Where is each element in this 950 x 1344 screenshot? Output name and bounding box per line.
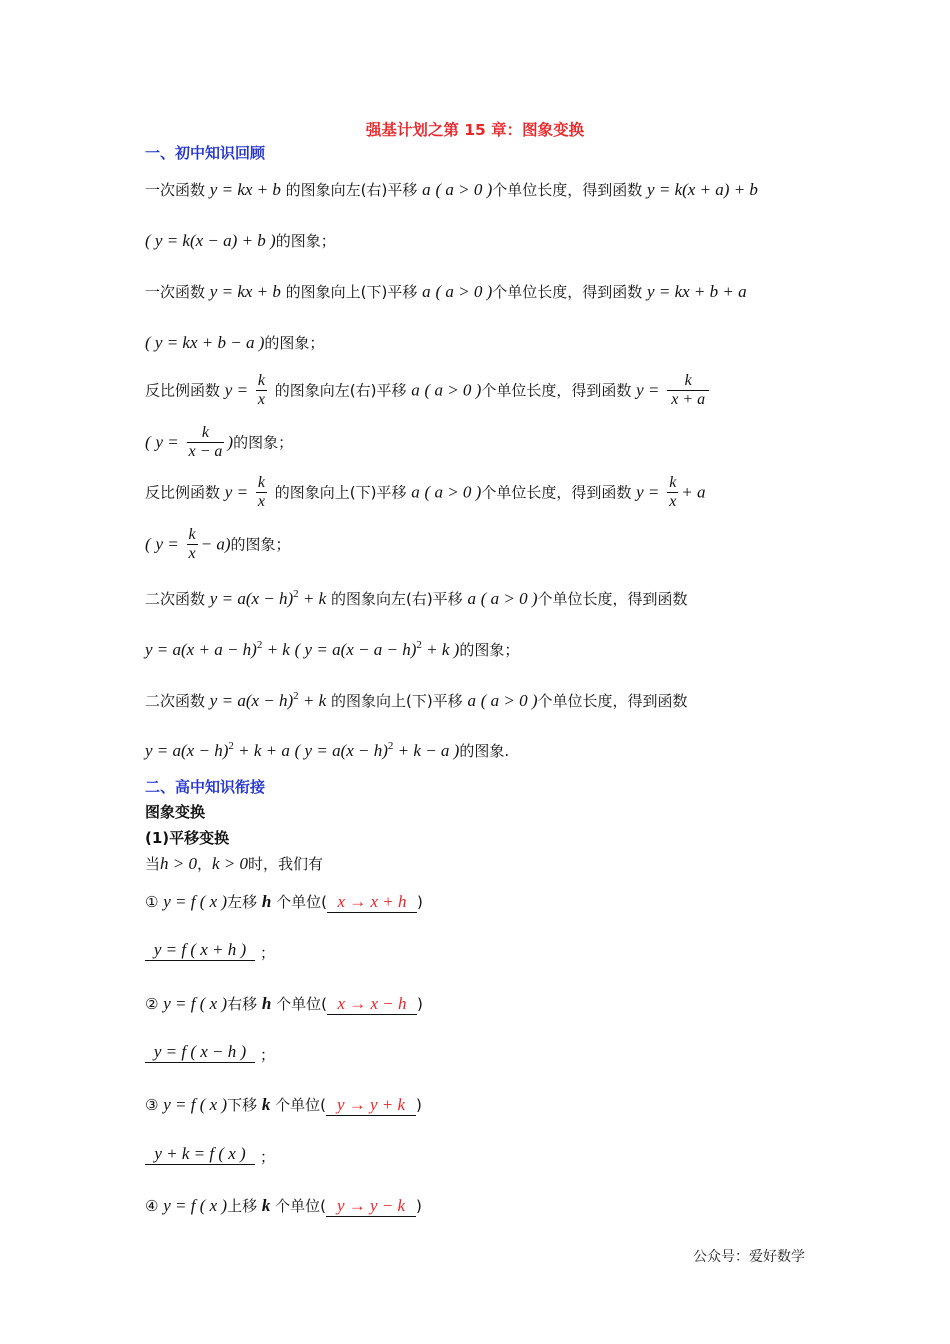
inverse-horizontal-line2: ( y = $\frac{k}{x - a}$ )的图象； [145, 424, 294, 461]
linear-vertical-line [145, 282, 747, 302]
item-var: k [261, 1095, 271, 1114]
cond-a: ( a > 0 ) [424, 380, 482, 400]
inverse-y-eq: y = [636, 380, 660, 400]
cond-a: ( a > 0 ) [424, 482, 482, 502]
section2-sub2: (1)平移变换 [145, 829, 230, 847]
shift-a: a [467, 589, 476, 608]
inverse-intro: 反比例函数 [145, 381, 221, 400]
item-number: ① [145, 893, 159, 911]
shift-a: a [411, 380, 420, 400]
linear-mid: 个单位长度，得到函数 [481, 483, 632, 502]
cond-k: k > 0 [212, 854, 249, 873]
section2-heading: 二、高中知识衔接 [145, 778, 266, 796]
fraction-k-over-x: $\frac{k}{x}$ [669, 474, 677, 511]
fraction-k-over-x: $\frac{k}{x}$ [257, 372, 265, 409]
cond-suffix: 时，我们有 [248, 855, 324, 873]
item-unit: 个单位( [275, 1096, 327, 1114]
fraction-k-over-x-plus-a: $\frac{k}{x + a}$ [667, 372, 709, 410]
quadratic-down-result: ( $y = a(x - h)^2 + k - a$ ) [294, 740, 460, 760]
linear-result-left: y = k(x + a) + b [647, 180, 758, 199]
inverse-y-eq: y = [155, 432, 179, 452]
quadratic-horizontal-line2 [145, 639, 519, 660]
inverse-y-eq: y = [224, 482, 249, 502]
quadratic-vertical-line2 [145, 740, 509, 761]
item-unit: 个单位( [276, 995, 327, 1013]
quadratic-left-result: $y = a(x + a - h)^2 + k$ [145, 639, 290, 659]
linear-tail: 的图象； [233, 433, 294, 452]
inverse-intro: 反比例函数 [145, 483, 221, 502]
linear-mid: 个单位长度，得到函数 [492, 283, 643, 301]
linear-mid: 个单位长度，得到函数 [492, 181, 643, 199]
section2-sub1: 图象变换 [145, 803, 206, 821]
linear-h-text: 的图象向左(右)平移 [285, 181, 418, 199]
quadratic-right-result: ( $y = a(x - a - h)^2 + k$ ) [294, 639, 460, 659]
linear-tail: 的图象； [230, 535, 291, 554]
inverse-y-eq: y = [636, 482, 660, 502]
quadratic-intro: 二次函数 [145, 590, 206, 608]
section1-heading: 一、初中知识回顾 [145, 144, 266, 162]
item-1-end: ； [260, 944, 276, 962]
linear-v-text: 的图象向上(下)平移 [330, 692, 463, 710]
item-2 [145, 994, 423, 1015]
item-move: 上移 [227, 1197, 258, 1215]
cond-a: ( a > 0 ) [435, 180, 493, 199]
item-3 [145, 1095, 422, 1116]
linear-tail: 的图象； [459, 641, 520, 659]
linear-result-up: y = kx + b + a [647, 282, 747, 301]
linear-v-text: 的图象向上(下)平移 [274, 483, 407, 502]
linear-result-down: ( y = kx + b − a ) [145, 333, 265, 352]
linear-tail: 的图象； [264, 334, 325, 352]
item-2-end: ； [260, 1046, 276, 1064]
item-3-end: ； [260, 1148, 276, 1166]
item-3-answer-line [145, 1144, 255, 1165]
linear-h-text: 的图象向左(右)平移 [330, 590, 463, 608]
shift-a: a [467, 691, 476, 710]
item-close: ) [416, 1096, 422, 1114]
item-unit: 个单位( [276, 893, 327, 911]
linear-tail: 的图象； [275, 232, 336, 250]
inverse-plus-a: + a [681, 482, 706, 502]
quadratic-func: $y = a(x - h)^2 + k$ [209, 588, 327, 608]
quadratic-up-result: $y = a(x - h)^2 + k + a$ [145, 740, 290, 760]
item-var: h [261, 994, 272, 1013]
item-blank-answer: x → x − h [337, 994, 407, 1013]
inverse-vertical-line2: ( y = $\frac{k}{x}$ − a)的图象； [145, 526, 291, 563]
quadratic-period-tail: 的图象. [459, 742, 510, 760]
item-number: ④ [145, 1197, 159, 1215]
quadratic-mid: 个单位长度，得到函数 [537, 590, 688, 608]
linear-result-right: ( y = k(x − a) + b ) [145, 231, 276, 250]
item-blank-answer: y → y − k [336, 1196, 406, 1215]
linear-func: y = kx + b [209, 180, 281, 199]
item-1 [145, 892, 423, 913]
quadratic-mid: 个单位长度，得到函数 [537, 692, 688, 710]
item-func: y = f ( x ) [163, 1196, 228, 1215]
item-blank-answer: x → x + h [337, 892, 407, 911]
shift-a: a [422, 282, 431, 301]
item-var: k [261, 1196, 271, 1215]
inverse-y-eq: y = [155, 534, 179, 554]
item-move: 左移 [227, 893, 258, 911]
linear-vertical-line2 [145, 333, 324, 353]
item-move: 右移 [227, 995, 258, 1013]
cond-sep: ， [197, 855, 213, 873]
item-4 [145, 1196, 422, 1217]
page-title: 强基计划之第 15 章：图象变换 [365, 121, 585, 139]
item-answer: y + k = f ( x ) [154, 1144, 246, 1163]
item-close: ) [416, 1197, 422, 1215]
item-func: y = f ( x ) [163, 1095, 228, 1114]
linear-mid: 个单位长度，得到函数 [481, 381, 632, 400]
linear-func: y = kx + b [209, 282, 281, 301]
quadratic-func: $y = a(x - h)^2 + k$ [209, 690, 327, 710]
linear-intro: 一次函数 [145, 283, 206, 301]
item-func: y = f ( x ) [163, 892, 228, 911]
linear-horizontal-line2 [145, 231, 336, 251]
item-unit: 个单位( [275, 1197, 327, 1215]
inverse-vertical-line [145, 474, 706, 512]
cond-prefix: 当 [145, 855, 161, 873]
linear-h-text: 的图象向左(右)平移 [274, 381, 407, 400]
linear-v-text: 的图象向上(下)平移 [285, 283, 418, 301]
linear-intro: 一次函数 [145, 181, 206, 199]
cond-a: ( a > 0 ) [480, 691, 538, 710]
footer-watermark: 公众号：爱好数学 [693, 1249, 805, 1265]
item-number: ② [145, 995, 159, 1013]
shift-a: a [411, 482, 420, 502]
quadratic-vertical-line [145, 690, 688, 711]
item-answer: y = f ( x − h ) [153, 1042, 247, 1061]
fraction-k-over-x-minus-a: $\frac{k}{x - a}$ [188, 424, 223, 461]
shift-a: a [422, 180, 431, 199]
cond-a: ( a > 0 ) [435, 282, 493, 301]
linear-horizontal-line [145, 180, 758, 200]
inverse-minus-a: − a [200, 534, 225, 554]
quadratic-horizontal-line [145, 588, 688, 609]
item-number: ③ [145, 1096, 159, 1114]
item-2-answer-line [145, 1042, 255, 1063]
inverse-horizontal-line [145, 372, 712, 410]
item-answer: y = f ( x + h ) [153, 940, 247, 959]
inverse-y-eq: y = [224, 380, 249, 400]
item-blank-answer: y → y + k [336, 1095, 406, 1114]
item-var: h [261, 892, 272, 911]
fraction-k-over-x: $\frac{k}{x}$ [188, 526, 196, 563]
quadratic-intro: 二次函数 [145, 692, 206, 710]
cond-h: h > 0 [160, 854, 197, 873]
item-move: 下移 [227, 1096, 258, 1114]
item-close: ) [417, 995, 423, 1013]
item-close: ) [417, 893, 423, 911]
item-1-answer-line [145, 940, 255, 961]
item-func: y = f ( x ) [163, 994, 228, 1013]
cond-a: ( a > 0 ) [480, 589, 538, 608]
condition-line [145, 854, 323, 874]
fraction-k-over-x: $\frac{k}{x}$ [257, 474, 265, 511]
